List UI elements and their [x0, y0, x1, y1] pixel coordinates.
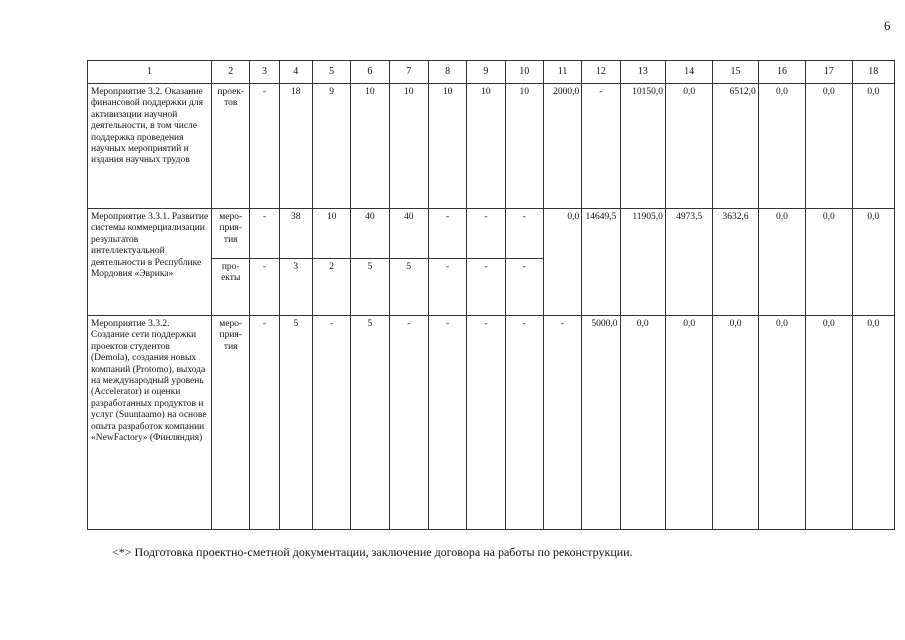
- finance-cell: 2000,0: [543, 84, 581, 209]
- indicator-cell: 3: [279, 259, 312, 316]
- indicator-cell: -: [505, 316, 543, 530]
- indicator-cell: 5: [351, 316, 389, 530]
- column-number: 18: [852, 61, 894, 84]
- column-number: 5: [312, 61, 350, 84]
- column-number: 6: [351, 61, 389, 84]
- activity-name: Мероприятие 3.3.1. Развитие системы коммерциализации результатов интеллектуальной деятельности в Республике Мордовия «Эврика»: [88, 209, 212, 316]
- indicator-cell: 38: [279, 209, 312, 259]
- indicator-cell: 10: [389, 84, 428, 209]
- finance-cell: -: [543, 316, 581, 530]
- finance-cell: 0,0: [852, 316, 894, 530]
- table-header-row: [88, 61, 895, 84]
- finance-cell: 0,0: [806, 209, 852, 316]
- indicator-cell: 10: [428, 84, 466, 209]
- indicator-cell: 2: [312, 259, 350, 316]
- indicator-cell: -: [505, 259, 543, 316]
- indicator-cell: -: [250, 84, 279, 209]
- finance-cell: 0,0: [665, 316, 712, 530]
- indicator-cell: -: [467, 209, 505, 259]
- column-number: 12: [582, 61, 620, 84]
- indicator-cell: 5: [279, 316, 312, 530]
- finance-cell: 0,0: [806, 84, 852, 209]
- finance-cell: 0,0: [543, 209, 581, 316]
- indicator-cell: -: [389, 316, 428, 530]
- column-number: 10: [505, 61, 543, 84]
- finance-cell: 0,0: [758, 84, 805, 209]
- column-number: 15: [713, 61, 758, 84]
- unit-cell: про-екты: [212, 259, 250, 316]
- unit-cell: меро-прия-тия: [212, 209, 250, 259]
- finance-cell: 0,0: [665, 84, 712, 209]
- finance-cell: 14649,5: [582, 209, 620, 316]
- indicator-cell: -: [250, 209, 279, 259]
- column-number: 2: [212, 61, 250, 84]
- finance-cell: 3632,6: [713, 209, 758, 316]
- finance-cell: 0,0: [758, 209, 805, 316]
- finance-cell: 0,0: [806, 316, 852, 530]
- indicator-cell: 40: [351, 209, 389, 259]
- indicator-cell: 10: [312, 209, 350, 259]
- finance-cell: 5000,0: [582, 316, 620, 530]
- finance-cell: 0,0: [758, 316, 805, 530]
- indicator-cell: -: [467, 316, 505, 530]
- unit-cell: проек-тов: [212, 84, 250, 209]
- finance-cell: 0,0: [713, 316, 758, 530]
- finance-cell: 6512,0: [713, 84, 758, 209]
- indicator-cell: 10: [351, 84, 389, 209]
- indicator-cell: 10: [467, 84, 505, 209]
- indicator-cell: -: [428, 209, 466, 259]
- indicator-cell: -: [312, 316, 350, 530]
- program-table: [87, 60, 895, 530]
- column-number: 1: [88, 61, 212, 84]
- column-number: 4: [279, 61, 312, 84]
- indicator-cell: -: [428, 316, 466, 530]
- table-row: [88, 316, 895, 530]
- activity-name: Мероприятие 3.3.2. Создание сети поддержки проектов студентов (Demola), создания новых компаний (Protomo), выхода на международный уровень (Accelerator) и оценки разработанных продуктов и услуг (Suuntaamo) на основе опыта разработок компании «NewFactory» (Финляндия): [88, 316, 212, 530]
- column-number: 11: [543, 61, 581, 84]
- indicator-cell: 9: [312, 84, 350, 209]
- column-number: 17: [806, 61, 852, 84]
- column-number: 14: [665, 61, 712, 84]
- unit-cell: меро-прия-тия: [212, 316, 250, 530]
- finance-cell: -: [582, 84, 620, 209]
- column-number: 13: [620, 61, 665, 84]
- table-row: [88, 84, 895, 209]
- table-row: [88, 209, 895, 259]
- indicator-cell: 40: [389, 209, 428, 259]
- column-number: 3: [250, 61, 279, 84]
- indicator-cell: -: [467, 259, 505, 316]
- finance-cell: 0,0: [620, 316, 665, 530]
- finance-cell: 0,0: [852, 209, 894, 316]
- indicator-cell: -: [250, 316, 279, 530]
- activity-name: Мероприятие 3.2. Оказание финансовой поддержки для активизации научной деятельности, в том числе поддержка проведения научных мероприятий и издания научных трудов: [88, 84, 212, 209]
- column-number: 7: [389, 61, 428, 84]
- footnote: <*> Подготовка проектно-сметной документации, заключение договора на работы по реконструкции.: [112, 545, 633, 559]
- indicator-cell: -: [250, 259, 279, 316]
- finance-cell: 11905,0: [620, 209, 665, 316]
- finance-cell: 10150,0: [620, 84, 665, 209]
- column-number: 16: [758, 61, 805, 84]
- page-number: 6: [884, 18, 891, 33]
- indicator-cell: 5: [351, 259, 389, 316]
- column-number: 8: [428, 61, 466, 84]
- finance-cell: 4973,5: [665, 209, 712, 316]
- indicator-cell: -: [428, 259, 466, 316]
- indicator-cell: 10: [505, 84, 543, 209]
- indicator-cell: -: [505, 209, 543, 259]
- indicator-cell: 5: [389, 259, 428, 316]
- finance-cell: 0,0: [852, 84, 894, 209]
- column-number: 9: [467, 61, 505, 84]
- indicator-cell: 18: [279, 84, 312, 209]
